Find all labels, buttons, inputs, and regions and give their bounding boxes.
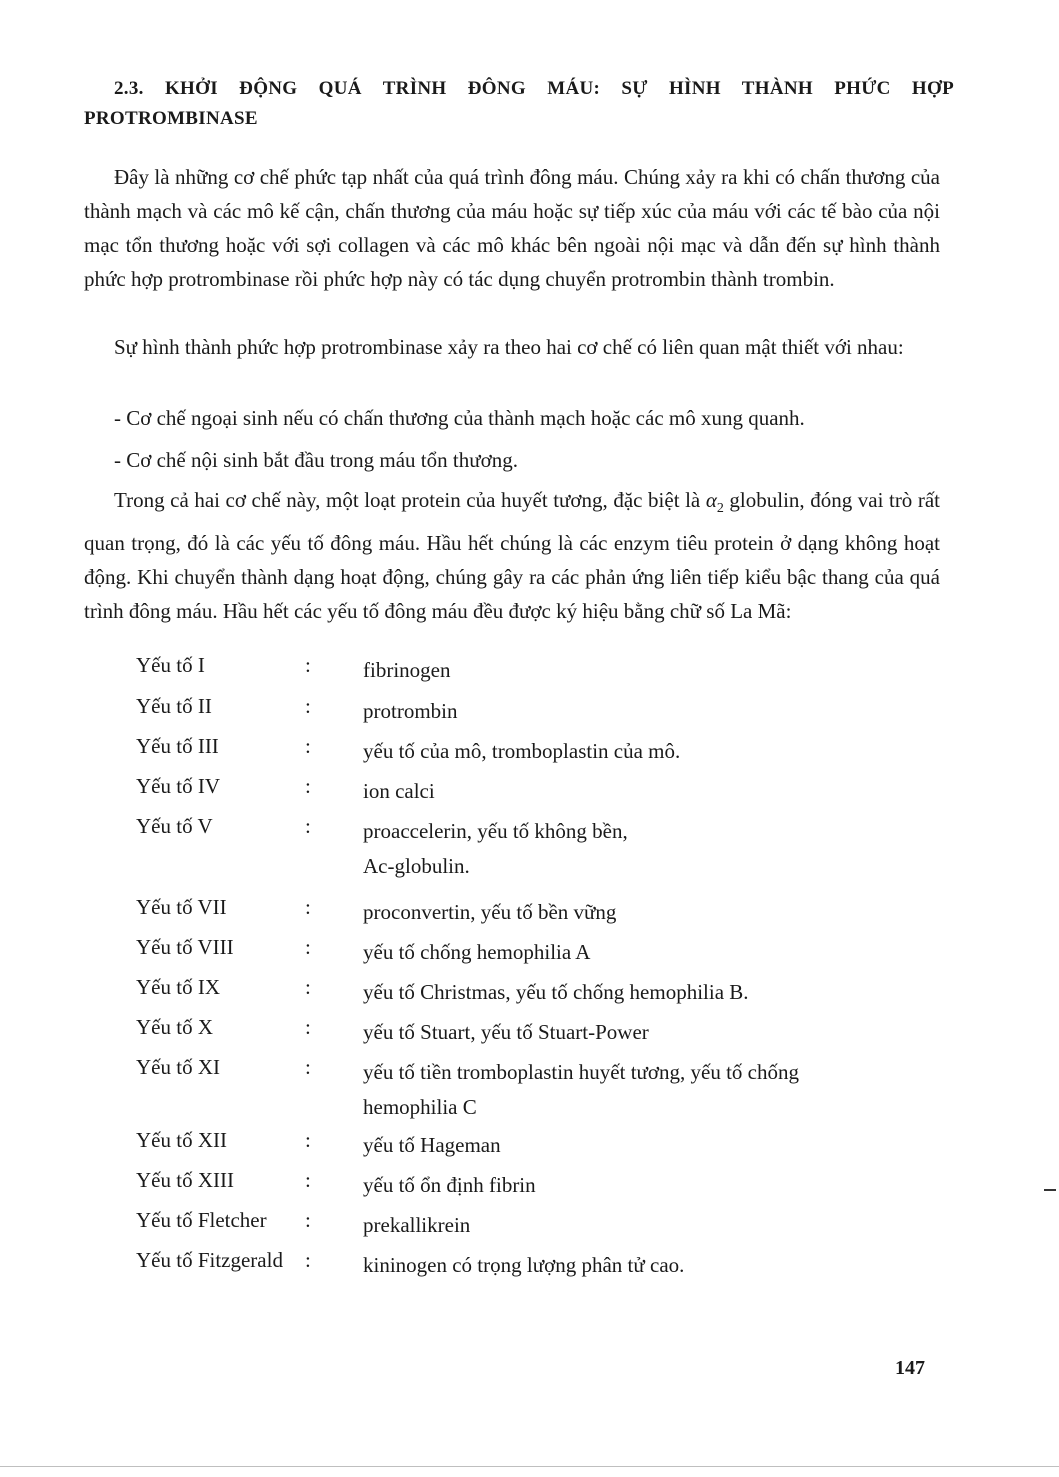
factor-colon: : — [305, 734, 311, 758]
factor-term: Yếu tố Fletcher — [136, 1208, 267, 1232]
factor-description: yếu tố Hageman — [363, 1133, 501, 1157]
factor-term: Yếu tố VIII — [136, 935, 234, 959]
paragraph-mechanism-intro: Đây là những cơ chế phức tạp nhất của quá trình đông máu. Chúng xảy ra khi có chấn thương của thành mạch và các mô kế cận, chấn thương của máu hoặc sự tiếp xúc của máu với các tế bào của nội mạc tổn thương hoặc với sợi collagen và các mô khác bên ngoài nội mạc và dẫn đến sự hình thành phức hợp protrombinase rồi phức hợp này có tác dụng chuyển protrombin thành trombin. — [84, 165, 940, 291]
factor-term: Yếu tố V — [136, 814, 213, 838]
factor-colon: : — [305, 1128, 311, 1152]
factor-term: Yếu tố IX — [136, 975, 220, 999]
factor-term: Yếu tố XIII — [136, 1168, 234, 1192]
factor-colon: : — [305, 975, 311, 999]
factor-colon: : — [305, 1015, 311, 1039]
factor-term: Yếu tố IV — [136, 774, 220, 798]
section-heading-line-2: PROTROMBINASE — [84, 108, 258, 129]
paragraph-clotting-factors-end: globulin, đóng vai trò rất quan trọng, đó là các yếu tố đông máu. Hầu hết chúng là các enzym tiêu protein ở dạng không hoạt động. Khi chuyển thành dạng hoạt động, chúng gây ra các phản ứng liên tiếp kiểu bậc thang của quá trình đông máu. Hầu hết các yếu tố đông máu đều được ký hiệu bằng chữ số La Mã: — [84, 488, 941, 624]
factor-colon: : — [305, 1208, 311, 1232]
page-number: 147 — [895, 1357, 925, 1379]
factor-description-line-2: Ac-globulin. — [363, 854, 470, 878]
factor-term: Yếu tố XII — [136, 1128, 227, 1152]
factor-colon: : — [305, 895, 311, 919]
factor-description: yếu tố ổn định fibrin — [363, 1173, 536, 1197]
factor-colon: : — [305, 774, 311, 798]
factor-description-line-1: proaccelerin, yếu tố không bền, — [363, 819, 628, 843]
factor-term: Yếu tố Fitzgerald — [136, 1248, 283, 1272]
factor-description: kininogen có trọng lượng phân tử cao. — [363, 1253, 685, 1277]
factor-description: proconvertin, yếu tố bền vững — [363, 900, 617, 924]
paragraph-clotting-factors-start: Trong cả hai cơ chế này, một loạt protein của huyết tương, đặc biệt là — [114, 488, 701, 512]
alpha-subscript: 2 — [716, 501, 724, 517]
factor-description: yếu tố của mô, tromboplastin của mô. — [363, 739, 681, 763]
factor-term: Yếu tố I — [136, 653, 205, 677]
alpha-2-symbol — [705, 488, 724, 517]
margin-mark — [1044, 1189, 1056, 1191]
factor-term: Yếu tố VII — [136, 895, 227, 919]
factor-term: Yếu tố II — [136, 694, 212, 718]
factor-description: fibrinogen — [363, 658, 451, 682]
section-heading — [84, 74, 954, 134]
factor-description-line-1: yếu tố tiền tromboplastin huyết tương, yếu tố chống — [363, 1060, 800, 1084]
factor-description: yếu tố chống hemophilia A — [363, 940, 591, 964]
factor-description — [363, 814, 923, 884]
paragraph-clotting-factors — [84, 483, 940, 628]
paragraph-protrombinase-formation: Sự hình thành phức hợp protrombinase xảy ra theo hai cơ chế có liên quan mật thiết với nhau: — [114, 335, 904, 359]
factor-description: protrombin — [363, 699, 458, 723]
factor-term: Yếu tố XI — [136, 1055, 220, 1079]
factor-colon: : — [305, 1248, 311, 1272]
factor-term: Yếu tố X — [136, 1015, 213, 1039]
factor-description: ion calci — [363, 779, 435, 803]
bullet-intrinsic-mechanism: - Cơ chế nội sinh bắt đầu trong máu tổn thương. — [114, 448, 518, 472]
factor-colon: : — [305, 1168, 311, 1192]
section-heading-line-1: 2.3. KHỞI ĐỘNG QUÁ TRÌNH ĐÔNG MÁU: SỰ HÌNH THÀNH PHỨC HỢP — [114, 78, 954, 99]
factor-description: prekallikrein — [363, 1213, 471, 1237]
factor-description: yếu tố Christmas, yếu tố chống hemophilia B. — [363, 980, 749, 1004]
factor-colon: : — [305, 935, 311, 959]
scan-bottom-edge — [0, 1466, 1059, 1467]
factor-colon: : — [305, 1055, 311, 1079]
factor-colon: : — [305, 814, 311, 838]
factor-description-line-2: hemophilia C — [363, 1095, 477, 1119]
bullet-extrinsic-mechanism: - Cơ chế ngoại sinh nếu có chấn thương của thành mạch hoặc các mô xung quanh. — [114, 406, 805, 430]
factor-colon: : — [305, 653, 311, 677]
factor-description: yếu tố Stuart, yếu tố Stuart-Power — [363, 1020, 649, 1044]
alpha-symbol: α — [705, 488, 717, 512]
factor-term: Yếu tố III — [136, 734, 219, 758]
factor-colon: : — [305, 694, 311, 718]
factor-description — [363, 1055, 923, 1125]
